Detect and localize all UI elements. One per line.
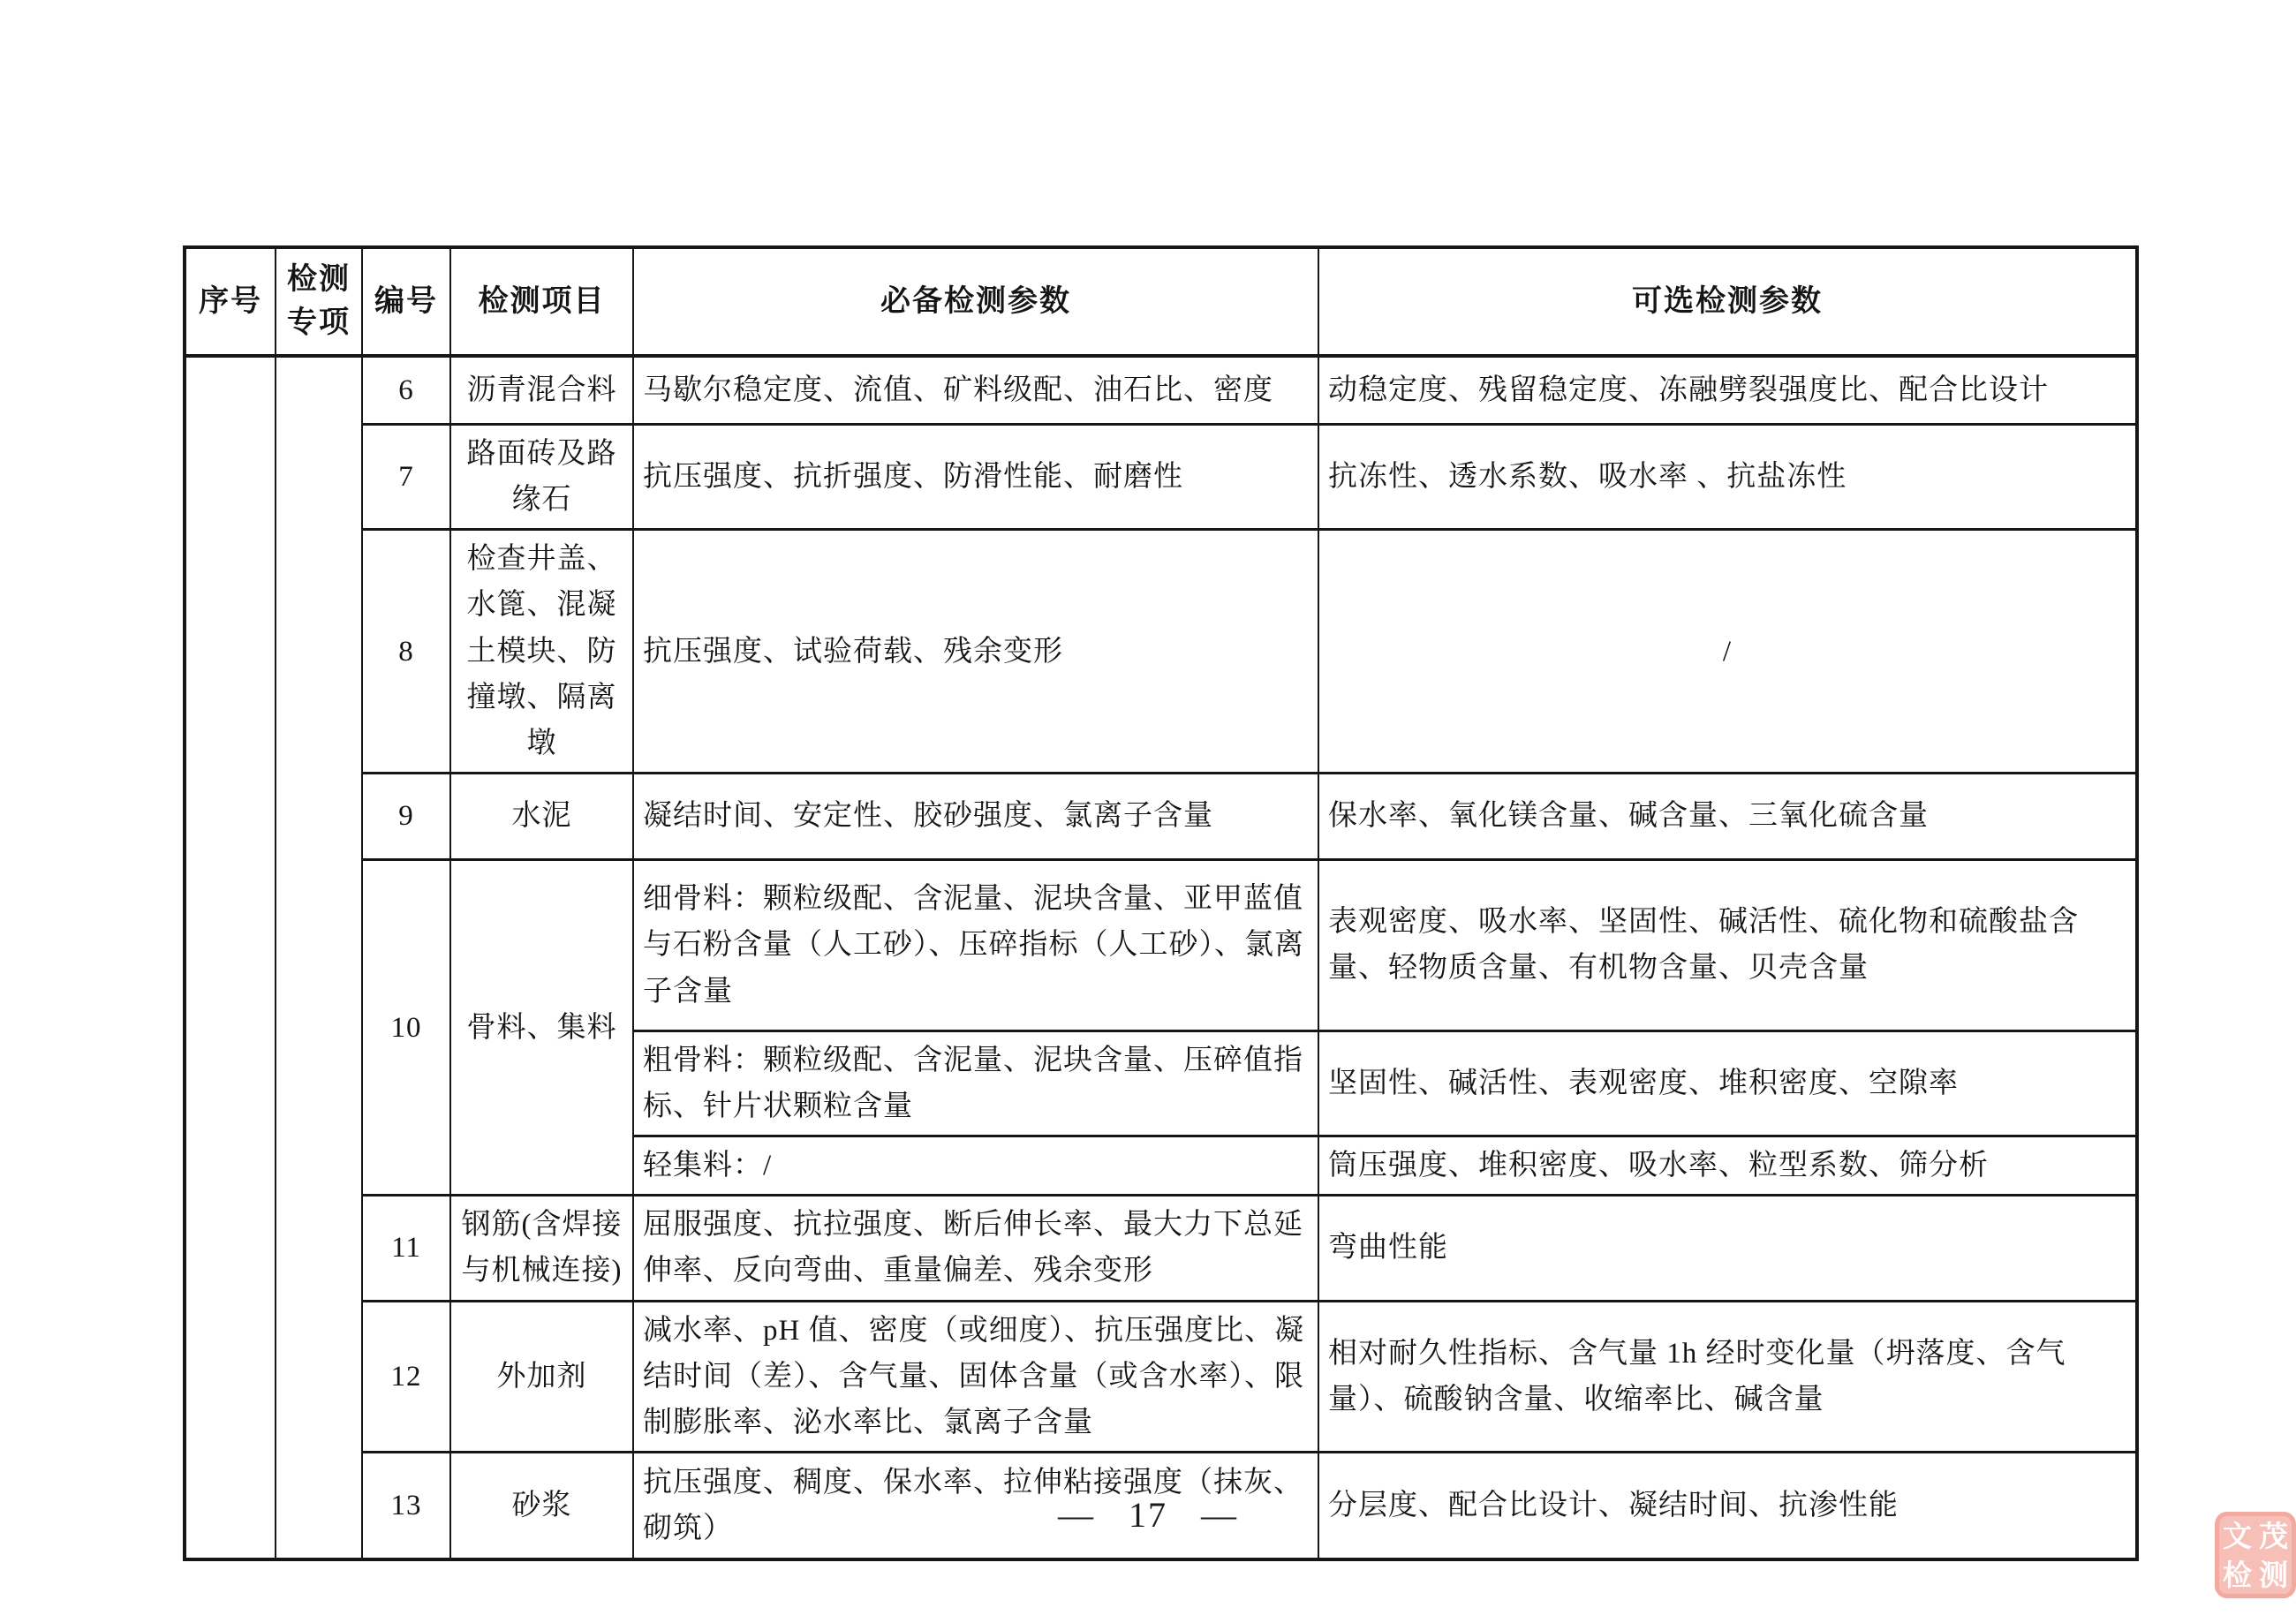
cell-required-params: 屈服强度、抗拉强度、断后伸长率、最大力下总延伸率、反向弯曲、重量偏差、残余变形 (633, 1196, 1318, 1301)
cell-no: 7 (362, 425, 450, 530)
testing-parameters-table (183, 245, 2139, 1561)
cell-optional-params: 弯曲性能 (1318, 1196, 2137, 1301)
cell-optional-params: 分层度、配合比设计、凝结时间、抗渗性能 (1318, 1452, 2137, 1559)
cell-item: 沥青混合料 (450, 356, 633, 425)
cell-optional-params: 保水率、氧化镁含量、碱含量、三氧化硫含量 (1318, 773, 2137, 859)
stamp-char: 文 (2223, 1519, 2252, 1552)
cell-item: 水泥 (450, 773, 633, 859)
cell-no: 6 (362, 356, 450, 425)
cell-optional-params: / (1318, 530, 2137, 774)
header-required-params: 必备检测参数 (633, 247, 1318, 356)
cell-item: 外加剂 (450, 1301, 633, 1452)
header-item: 检测项目 (450, 247, 633, 356)
table-row (185, 425, 2137, 530)
stamp-watermark (2215, 1512, 2296, 1598)
table-row (185, 1196, 2137, 1301)
cell-seq-no-empty (185, 356, 276, 1560)
table-row (185, 356, 2137, 425)
table-row (185, 530, 2137, 774)
table-row (185, 773, 2137, 859)
cell-required-params: 凝结时间、安定性、胶砂强度、氯离子含量 (633, 773, 1318, 859)
cell-required-params: 减水率、pH 值、密度（或细度）、抗压强度比、凝结时间（差）、含气量、固体含量（或含水率）、限制膨胀率、泌水率比、氯离子含量 (633, 1301, 1318, 1452)
cell-item: 检查井盖、水篦、混凝土模块、防撞墩、隔离墩 (450, 530, 633, 774)
cell-special-empty (276, 356, 362, 1560)
cell-required-params: 轻集料：/ (633, 1136, 1318, 1196)
table-row (185, 1301, 2137, 1452)
stamp-char: 茂 (2259, 1519, 2288, 1552)
cell-required-params: 抗压强度、试验荷载、残余变形 (633, 530, 1318, 774)
cell-no: 12 (362, 1301, 450, 1452)
cell-required-params: 粗骨料：颗粒级配、含泥量、泥块含量、压碎值指标、针片状颗粒含量 (633, 1030, 1318, 1136)
cell-optional-params: 动稳定度、残留稳定度、冻融劈裂强度比、配合比设计 (1318, 356, 2137, 425)
cell-no: 11 (362, 1196, 450, 1301)
page-number: — 17 — (1058, 1495, 1238, 1535)
cell-item: 钢筋(含焊接与机械连接) (450, 1196, 633, 1301)
table-header-row (185, 247, 2137, 356)
table-row (185, 859, 2137, 1030)
header-seq-no: 序号 (185, 247, 276, 356)
header-optional-params: 可选检测参数 (1318, 247, 2137, 356)
cell-optional-params: 筒压强度、堆积密度、吸水率、粒型系数、筛分析 (1318, 1136, 2137, 1196)
header-no: 编号 (362, 247, 450, 356)
cell-required-params: 抗压强度、稠度、保水率、拉伸粘接强度（抹灰、砌筑） (633, 1452, 1318, 1559)
cell-required-params: 细骨料：颗粒级配、含泥量、泥块含量、亚甲蓝值与石粉含量（人工砂）、压碎指标（人工砂）、氯离子含量 (633, 859, 1318, 1030)
cell-no: 8 (362, 530, 450, 774)
cell-no: 10 (362, 859, 450, 1195)
cell-optional-params: 坚固性、碱活性、表观密度、堆积密度、空隙率 (1318, 1030, 2137, 1136)
cell-item: 骨料、集料 (450, 859, 633, 1195)
cell-optional-params: 抗冻性、透水系数、吸水率 、抗盐冻性 (1318, 425, 2137, 530)
cell-optional-params: 相对耐久性指标、含气量 1h 经时变化量（坍落度、含气量）、硫酸钠含量、收缩率比、碱含量 (1318, 1301, 2137, 1452)
cell-required-params: 抗压强度、抗折强度、防滑性能、耐磨性 (633, 425, 1318, 530)
cell-optional-params: 表观密度、吸水率、坚固性、碱活性、硫化物和硫酸盐含量、轻物质含量、有机物含量、贝壳含量 (1318, 859, 2137, 1030)
header-special: 检测专项 (276, 247, 362, 356)
cell-no: 9 (362, 773, 450, 859)
cell-no: 13 (362, 1452, 450, 1559)
stamp-char: 测 (2259, 1558, 2288, 1591)
stamp-char: 检 (2223, 1558, 2252, 1591)
cell-required-params: 马歇尔稳定度、流值、矿料级配、油石比、密度 (633, 356, 1318, 425)
cell-item: 路面砖及路缘石 (450, 425, 633, 530)
cell-item: 砂浆 (450, 1452, 633, 1559)
